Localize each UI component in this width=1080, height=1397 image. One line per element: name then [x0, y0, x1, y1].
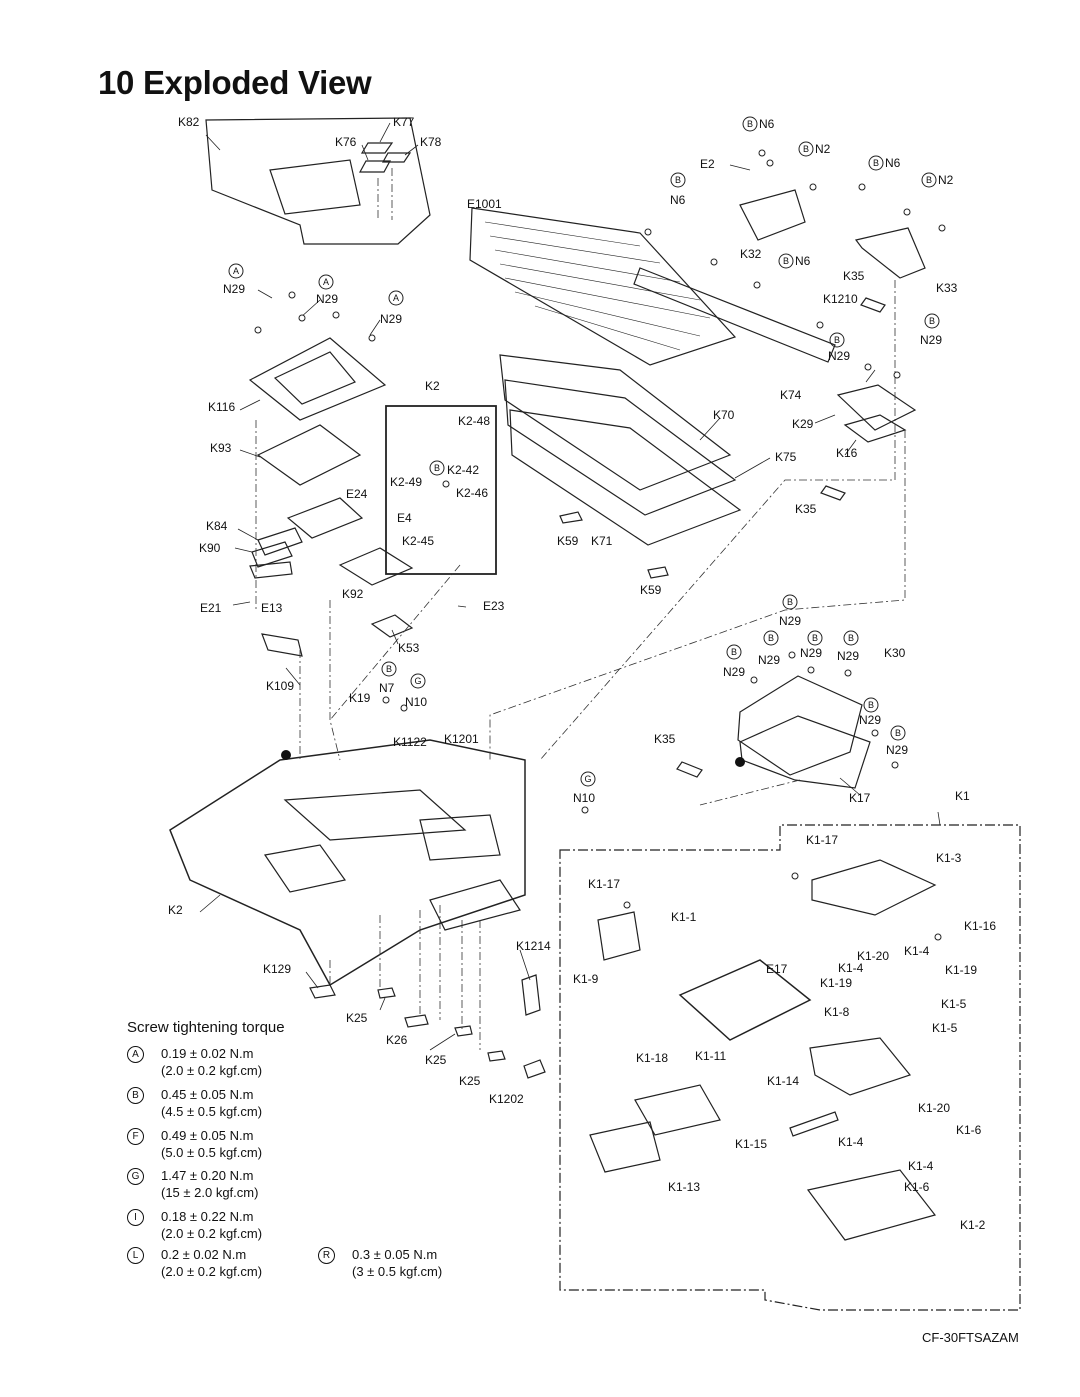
torque-kgf: (2.0 ± 0.2 kgf.cm) [161, 1063, 263, 1078]
torque-value: 0.2 ± 0.02 N.m [161, 1247, 247, 1262]
filled-markers [281, 750, 745, 767]
part-labels [168, 115, 996, 1232]
svg-text:A: A [322, 277, 330, 287]
part-k26-pad [405, 1015, 428, 1027]
torque-kgf: (2.0 ± 0.2 kgf.cm) [161, 1226, 263, 1241]
part-k1-14-case [810, 1038, 910, 1095]
label-e2: E2 [700, 157, 715, 171]
label-k1-4: K1-4 [838, 1135, 864, 1149]
label-k71: K71 [591, 534, 613, 548]
label-k90: K90 [199, 541, 221, 555]
label-k74: K74 [780, 388, 802, 402]
torque-symbol: A [127, 1046, 144, 1063]
part-k75-membrane [505, 380, 735, 515]
label-n6: N6 [885, 156, 901, 170]
label-k25: K25 [346, 1011, 368, 1025]
label-k2-42: K2-42 [447, 463, 480, 477]
label-k82: K82 [178, 115, 200, 129]
label-k33: K33 [936, 281, 958, 295]
part-k76-pad [360, 161, 390, 172]
label-k35: K35 [843, 269, 865, 283]
label-k92: K92 [342, 587, 364, 601]
part-k35-pad-c [677, 762, 702, 777]
label-k1214: K1214 [516, 939, 551, 953]
svg-text:B: B [782, 256, 790, 266]
label-k1-20: K1-20 [918, 1101, 951, 1115]
part-k129-pad [310, 985, 335, 998]
part-k71-membrane [510, 410, 740, 545]
part-k84-part [258, 528, 302, 555]
label-k84: K84 [206, 519, 228, 533]
label-k1201: K1201 [444, 732, 479, 746]
circled-letters [229, 117, 939, 786]
label-k1-8: K1-8 [824, 1005, 850, 1019]
label-k26: K26 [386, 1033, 408, 1047]
circle-g-label: G [414, 676, 422, 686]
label-n29: N29 [223, 282, 246, 296]
label-k109: K109 [266, 679, 295, 693]
label-e23: E23 [483, 599, 505, 613]
label-k1-6: K1-6 [904, 1180, 930, 1194]
label-k1210: K1210 [823, 292, 858, 306]
torque-kgf: (2.0 ± 0.2 kgf.cm) [161, 1264, 263, 1279]
label-k29: K29 [792, 417, 814, 431]
label-e21: E21 [200, 601, 222, 615]
label-k59: K59 [640, 583, 662, 597]
part-k1-13-pad [590, 1122, 660, 1172]
part-k53-pad [372, 615, 412, 637]
label-k1202: K1202 [489, 1092, 524, 1106]
svg-text:A: A [392, 293, 400, 303]
torque-value: 1.47 ± 0.20 N.m [161, 1168, 254, 1183]
label-k53: K53 [398, 641, 420, 655]
label-k1-17: K1-17 [588, 877, 621, 891]
label-k76: K76 [335, 135, 357, 149]
label-k116: K116 [208, 400, 236, 414]
part-k1-15-strip [790, 1112, 838, 1136]
part-k77-pad [362, 143, 392, 153]
svg-text:B: B [833, 335, 841, 345]
label-k35: K35 [795, 502, 817, 516]
label-n29: N29 [859, 713, 882, 727]
torque-symbol: G [127, 1168, 144, 1185]
label-k93: K93 [210, 441, 232, 455]
part-k59-pad-b [648, 567, 668, 578]
part-e1001-keyboard [470, 208, 735, 365]
label-n29: N29 [779, 614, 802, 628]
svg-text:B: B [894, 728, 902, 738]
label-n6: N6 [759, 117, 775, 131]
part-e17-drive [680, 960, 810, 1040]
label-k1-19: K1-19 [945, 963, 978, 977]
svg-text:B: B [730, 647, 738, 657]
leader-lines [200, 123, 943, 1050]
part-k30-plate [738, 676, 862, 775]
torque-symbol: B [127, 1087, 144, 1104]
label-k1-6: K1-6 [956, 1123, 982, 1137]
label-e1001: E1001 [467, 197, 502, 211]
torque-symbol: I [127, 1209, 144, 1226]
label-k1-16: K1-16 [964, 919, 997, 933]
label-k2-45: K2-45 [402, 534, 435, 548]
label-k1-4: K1-4 [838, 961, 864, 975]
part-k33-bracket [856, 228, 925, 278]
part-e24-board [288, 498, 362, 538]
svg-text:G: G [584, 774, 592, 784]
torque-kgf: (15 ± 2.0 kgf.cm) [161, 1185, 259, 1200]
label-n29: N29 [828, 349, 851, 363]
label-k1-11: K1-11 [695, 1049, 727, 1063]
label-n10: N10 [405, 695, 428, 709]
svg-text:B: B [767, 633, 775, 643]
label-k35: K35 [654, 732, 676, 746]
part-k25-pad-b [455, 1026, 472, 1036]
label-n29: N29 [380, 312, 403, 326]
label-n2: N2 [938, 173, 954, 187]
label-k1: K1 [955, 789, 970, 803]
label-n29: N29 [837, 649, 860, 663]
svg-text:B: B [867, 700, 875, 710]
part-k35-pad-a [861, 298, 885, 312]
label-k59: K59 [557, 534, 579, 548]
label-n29: N29 [920, 333, 943, 347]
label-k1-19: K1-19 [820, 976, 853, 990]
part-k82-window [270, 160, 360, 214]
part-k82-sheet [206, 118, 430, 244]
label-k16: K16 [836, 446, 858, 460]
label-k2-48: K2-48 [458, 414, 491, 428]
label-e24: E24 [346, 487, 368, 501]
svg-text:B: B [433, 463, 441, 473]
part-k59-pad-a [560, 512, 582, 523]
part-k1-3-cover [812, 860, 935, 915]
label-n29: N29 [723, 665, 746, 679]
part-k25-pad-c [488, 1051, 505, 1061]
part-k1-1-bracket [598, 912, 640, 960]
label-k1-3: K1-3 [936, 851, 962, 865]
label-e17: E17 [766, 962, 788, 976]
torque-value: 0.3 ± 0.05 N.m [352, 1247, 438, 1262]
svg-text:B: B [385, 664, 393, 674]
label-k2-49: K2-49 [390, 475, 423, 489]
label-k1-4: K1-4 [908, 1159, 934, 1173]
label-e4: E4 [397, 511, 412, 525]
part-k92-sheet [340, 548, 412, 585]
label-n29: N29 [800, 646, 823, 660]
label-k1-18: K1-18 [636, 1051, 669, 1065]
part-k1214-part [522, 975, 540, 1015]
label-k1-20: K1-20 [857, 949, 890, 963]
label-k77: K77 [393, 115, 415, 129]
label-n7: N7 [379, 681, 395, 695]
label-k70: K70 [713, 408, 735, 422]
torque-kgf: (5.0 ± 0.5 kgf.cm) [161, 1145, 263, 1160]
label-k25: K25 [459, 1074, 481, 1088]
label-k1-13: K1-13 [668, 1180, 701, 1194]
label-k1-14: K1-14 [767, 1074, 800, 1088]
torque-value: 0.49 ± 0.05 N.m [161, 1128, 254, 1143]
svg-text:B: B [811, 633, 819, 643]
label-k75: K75 [775, 450, 797, 464]
part-k93-sheet [258, 425, 360, 485]
label-k1122: K1122 [393, 735, 427, 749]
label-k1-4: K1-4 [904, 944, 930, 958]
label-n29: N29 [758, 653, 781, 667]
page-title: 10 Exploded View [98, 64, 372, 101]
label-k1-17: K1-17 [806, 833, 839, 847]
svg-text:B: B [847, 633, 855, 643]
label-n29: N29 [316, 292, 339, 306]
label-k1-5: K1-5 [932, 1021, 958, 1035]
circle-a-label: A [232, 266, 240, 276]
circle-b-label: B [746, 119, 754, 129]
model-code: CF-30FTSAZAM [922, 1330, 1019, 1345]
label-k2-base: K2 [168, 903, 183, 917]
torque-symbol: L [127, 1247, 144, 1264]
label-k1-9: K1-9 [573, 972, 599, 986]
label-k30: K30 [884, 646, 906, 660]
part-k116-bracket [250, 338, 385, 420]
svg-text:B: B [928, 316, 936, 326]
svg-text:B: B [925, 175, 933, 185]
svg-text:B: B [872, 158, 880, 168]
svg-text:B: B [802, 144, 810, 154]
torque-table-title: Screw tightening torque [127, 1019, 285, 1036]
label-e13: E13 [261, 601, 283, 615]
label-k2: K2 [425, 379, 440, 393]
label-k1-15: K1-15 [735, 1137, 768, 1151]
label-k1-5: K1-5 [941, 997, 967, 1011]
torque-value: 0.19 ± 0.02 N.m [161, 1046, 254, 1061]
keyboard-keys [485, 222, 710, 350]
label-k1-1: K1-1 [671, 910, 697, 924]
svg-text:B: B [786, 597, 794, 607]
part-k109-hinge [262, 634, 302, 656]
label-k25: K25 [425, 1053, 447, 1067]
guide-lines [256, 168, 905, 1050]
label-n10: N10 [573, 791, 596, 805]
label-k78: K78 [420, 135, 442, 149]
torque-symbol: F [127, 1128, 144, 1145]
torque-kgf: (3 ± 0.5 kgf.cm) [352, 1264, 443, 1279]
label-n6: N6 [670, 193, 686, 207]
label-k19: K19 [349, 691, 371, 705]
torque-value: 0.45 ± 0.05 N.m [161, 1087, 254, 1102]
torque-symbol: R [318, 1247, 335, 1264]
label-k129: K129 [263, 962, 292, 976]
part-k74-bar [634, 268, 835, 362]
torque-value: 0.18 ± 0.22 N.m [161, 1209, 254, 1224]
svg-text:B: B [674, 175, 682, 185]
label-n29: N29 [886, 743, 909, 757]
label-n6: N6 [795, 254, 811, 268]
part-k1-18-pad [635, 1085, 720, 1135]
circle-letters-text [233, 119, 935, 784]
part-k1-frame [560, 825, 1020, 1310]
part-k35-pad-b [821, 486, 845, 500]
label-k32: K32 [740, 247, 762, 261]
part-k2-base [170, 740, 525, 985]
label-k1-2: K1-2 [960, 1218, 986, 1232]
label-k2-46: K2-46 [456, 486, 489, 500]
part-e2-bracket [740, 190, 805, 240]
label-n2: N2 [815, 142, 831, 156]
part-k25-pad-a [378, 988, 395, 998]
part-k1202-clip [524, 1060, 545, 1078]
torque-kgf: (4.5 ± 0.5 kgf.cm) [161, 1104, 263, 1119]
label-k17: K17 [849, 791, 871, 805]
